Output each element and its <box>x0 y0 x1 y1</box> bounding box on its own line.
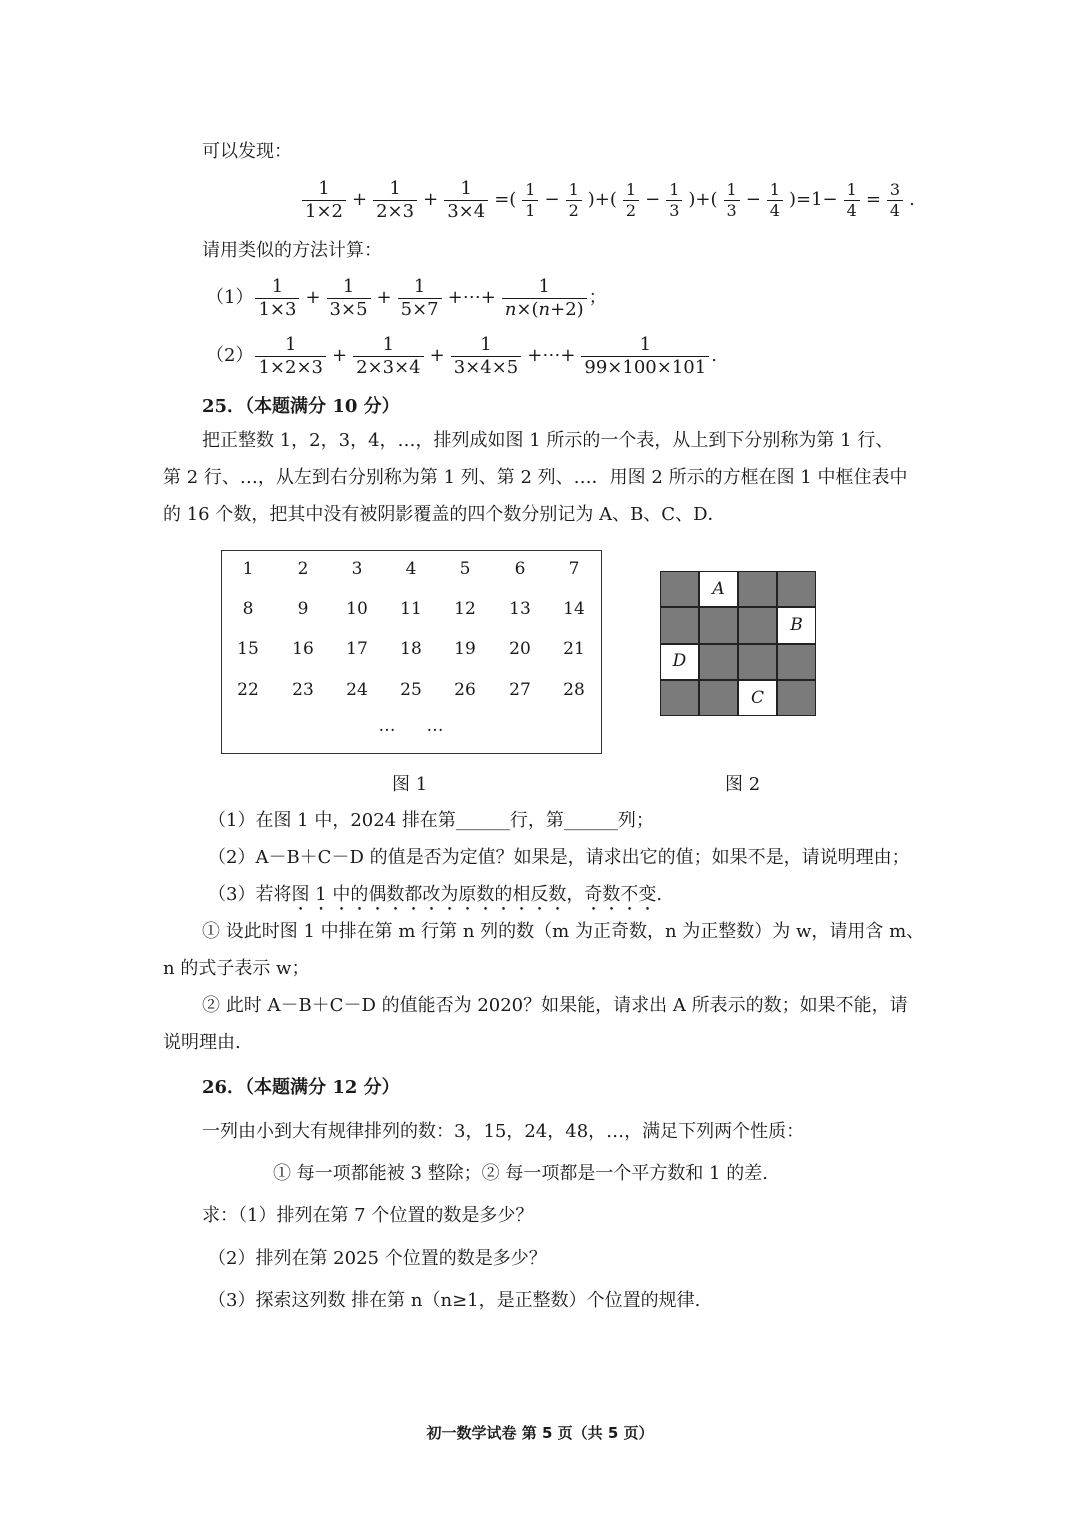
q25-paragraph: 的 16 个数，把其中没有被阴影覆盖的四个数分别记为 A、B、C、D． <box>163 504 726 525</box>
fraction: $\frac{1}{1}$ <box>522 180 538 219</box>
fraction: $\frac{1}{3}$ <box>724 180 740 219</box>
table-cell: 9 <box>297 599 309 619</box>
table-cell: 7 <box>568 559 580 579</box>
table-cell: 8 <box>242 599 254 619</box>
grid-cell-shaded <box>777 680 816 716</box>
sub-3-lead: （3）若将 <box>208 884 292 905</box>
figure-2-frame-grid <box>660 571 816 716</box>
table-cell: 13 <box>509 599 531 619</box>
question-25-title: 25．（本题满分 10 分） <box>202 396 400 417</box>
q26-intro: 一列由小到大有规律排列的数：3，15，24，48，…，满足下列两个性质： <box>202 1121 805 1142</box>
grid-cell-shaded <box>660 571 699 607</box>
grid-cell-shaded <box>738 644 777 680</box>
q25-sub-3a-line1: ① 设此时图 1 中排在第 m 行第 n 列的数（m 为正奇数，n 为正整数）为 w，请用含 m、 <box>202 921 925 942</box>
page-footer: 初一数学试卷 第 5 页（共 5 页） <box>426 1424 654 1442</box>
fraction: $\frac{1}{3\times 5}$ <box>327 276 371 320</box>
grid-cell-shaded <box>660 607 699 643</box>
table-cell: 20 <box>509 639 531 659</box>
fraction: $\frac{1}{n\times(n+2)}$ <box>502 276 587 320</box>
part-label: （1） <box>206 287 254 309</box>
fraction: $\frac{1}{1\times 2\times 3}$ <box>255 334 326 378</box>
emphasized-text: 图 1 中的偶数都改为原数的相反数，奇数不变 <box>291 884 657 905</box>
grid-cell-a: A <box>699 571 738 607</box>
q25-sub-3 <box>208 884 662 915</box>
fraction: $\frac{1}{2}$ <box>623 180 639 219</box>
table-cell: 14 <box>563 599 585 619</box>
grid-cell-shaded <box>777 644 816 680</box>
table-cell: 23 <box>292 680 314 700</box>
q25-sub-3b-line2: 说明理由. <box>163 1032 241 1053</box>
fraction: $\frac{1}{1\times 2}$ <box>302 178 346 222</box>
q25-sub-3b-line1: ② 此时 A－B＋C－D 的值能否为 2020？如果能，请求出 A 所表示的数；如果不能，请 <box>202 995 908 1016</box>
table-cell: 25 <box>400 680 422 700</box>
fraction: $\frac{1}{1\times 3}$ <box>255 276 299 320</box>
fraction: $\frac{1}{3}$ <box>666 180 682 219</box>
fraction: $\frac{1}{2\times 3}$ <box>373 178 417 222</box>
table-cell: 10 <box>346 599 368 619</box>
fraction: $\frac{3}{4}$ <box>887 180 903 219</box>
part2-expression: （2） $\frac{1}{1\times 2\times 3}$ + $\frac{1}{2\times 3\times 4}$ + $\frac{1}{3\times 4\times 5}$ +⋯+ $\frac{1}{99\times 100\times 101}$ . <box>206 334 717 378</box>
table-cell: 12 <box>454 599 476 619</box>
table-cell: 15 <box>237 639 259 659</box>
grid-cell-shaded <box>738 571 777 607</box>
fraction: $\frac{1}{5\times 7}$ <box>398 276 442 320</box>
fraction: $\frac{1}{2\times 3\times 4}$ <box>353 334 424 378</box>
part1-expression: （1） $\frac{1}{1\times 3}$ + $\frac{1}{3\times 5}$ + $\frac{1}{5\times 7}$ +⋯+ $\frac{1}{n\times(n+2)}$ ； <box>206 276 607 320</box>
fraction: $\frac{1}{4}$ <box>767 180 783 219</box>
fraction: $\frac{1}{3\times 4\times 5}$ <box>451 334 522 378</box>
table-cell: 28 <box>563 680 585 700</box>
fraction: $\frac{1}{4}$ <box>844 180 860 219</box>
sub-3-end: . <box>656 884 663 905</box>
table-cell: 27 <box>509 680 531 700</box>
table-cell: 1 <box>242 559 254 579</box>
table-cell: 21 <box>563 639 585 659</box>
grid-cell-shaded <box>699 644 738 680</box>
figure-2-caption: 图 2 <box>725 774 761 795</box>
table-cell: 3 <box>351 559 363 579</box>
grid-cell-shaded <box>660 680 699 716</box>
figure-1-caption: 图 1 <box>392 774 428 795</box>
fraction: $\frac{1}{3\times 4}$ <box>444 178 488 222</box>
table-ellipsis: … <box>378 716 396 736</box>
grid-cell-c: C <box>738 680 777 716</box>
table-cell: 16 <box>292 639 314 659</box>
table-cell: 18 <box>400 639 422 659</box>
table-cell: 22 <box>237 680 259 700</box>
part-label: （2） <box>206 345 254 367</box>
table-cell: 19 <box>454 639 476 659</box>
table-cell: 24 <box>346 680 368 700</box>
q25-sub-2: （2）A－B＋C－D 的值是否为定值？如果是，请求出它的值；如果不是，请说明理由； <box>208 847 910 868</box>
grid-cell-d: D <box>660 644 699 680</box>
table-cell: 2 <box>297 559 309 579</box>
q25-paragraph: 第 2 行、…，从左到右分别称为第 1 列、第 2 列、…．用图 2 所示的方框在图 1 中框住表中 <box>163 467 908 488</box>
q26-properties: ① 每一项都能被 3 整除；② 每一项都是一个平方数和 1 的差. <box>273 1163 768 1184</box>
example-equation: $\frac{1}{1\times 2}$ + $\frac{1}{2\times 3}$ + $\frac{1}{3\times 4}$ =( $\frac{1}{1}$ − $\frac{1}{2}$ )+( $\frac{1}{2}$ − $\frac{1}{3}$ )+( $\frac{1}{3}$ − $\frac{1}{4}$ )=1− $\frac{1}{4}$ = $\frac{3}{4}$ . <box>300 178 919 222</box>
table-cell: 6 <box>514 559 526 579</box>
table-cell: 4 <box>405 559 417 579</box>
q25-sub-3a-line2: n 的式子表示 w； <box>163 958 310 979</box>
table-cell: 26 <box>454 680 476 700</box>
intro-text: 可以发现： <box>202 141 292 162</box>
period: . <box>711 345 717 367</box>
fraction: $\frac{1}{99\times 100\times 101}$ <box>581 334 709 378</box>
figure-1-number-table <box>221 550 602 754</box>
table-cell: 17 <box>346 639 368 659</box>
table-ellipsis: … <box>426 716 444 736</box>
table-cell: 5 <box>459 559 471 579</box>
q25-sub-1: （1）在图 1 中，2024 排在第______行，第______列； <box>208 810 654 831</box>
grid-cell-b: B <box>777 607 816 643</box>
grid-cell-shaded <box>738 607 777 643</box>
table-cell: 11 <box>400 599 422 619</box>
semicolon: ； <box>588 287 607 309</box>
method-text: 请用类似的方法计算： <box>202 240 382 261</box>
q26-sub-2: （2）排列在第 2025 个位置的数是多少？ <box>208 1248 547 1269</box>
fraction: $\frac{1}{2}$ <box>566 180 582 219</box>
q25-paragraph: 把正整数 1，2，3，4，…，排列成如图 1 所示的一个表，从上到下分别称为第 1 行、 <box>202 430 894 451</box>
q26-sub-3: （3）探索这列数 排在第 n（n≥1，是正整数）个位置的规律. <box>208 1290 701 1311</box>
grid-cell-shaded <box>699 680 738 716</box>
grid-cell-shaded <box>699 607 738 643</box>
q26-sub-1: 求：（1）排列在第 7 个位置的数是多少？ <box>202 1205 534 1226</box>
question-26-title: 26．（本题满分 12 分） <box>202 1077 400 1098</box>
grid-cell-shaded <box>777 571 816 607</box>
